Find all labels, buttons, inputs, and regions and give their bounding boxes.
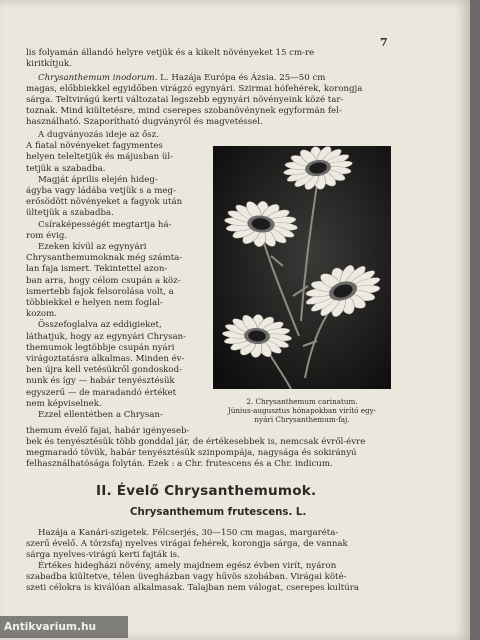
column-line: ágyba vagy ládába vetjük s a meg-	[26, 186, 176, 196]
text-line: magas, előbbiekkel egyidőben virágzó egynyári. Szirmai hófehérek, korongja	[26, 84, 363, 94]
text-line: bek és tenyésztésük több gonddal jár, de értékesebbek is, nemcsak évről-évre	[26, 437, 366, 447]
subheading: Chrysanthemum frutescens. L.	[130, 507, 307, 518]
text-line: toznak. Mind kiültetésre, mind cserepes szobanövénynek egyformán fel-	[26, 106, 342, 116]
text-line: felhasználhatósága folytán. Ezek : a Chr. frutescens és a Chr. indicum.	[26, 459, 333, 469]
column-line: virágoztatásra alkalmas. Minden év-	[26, 354, 185, 364]
column-line: ültetjük a szabadba.	[26, 208, 114, 219]
text-line: szerű évelő. A törzsfaj nyelves virágai fehérek, korongja sárga, de vannak	[26, 539, 348, 549]
text-line: szabadba kiültetve, télen üvegházban vagy hűvös szobában. Virágai köté-	[26, 572, 347, 582]
text-line: Hazája a Kanári-szigetek. Félcserjés, 30—150 cm magas, margaréta-	[38, 528, 339, 538]
column-line: egyszerű — de maradandó értéket	[26, 387, 177, 398]
column-line: nem képviselnek.	[26, 398, 102, 409]
column-line: ismertebb fajok felsorolása volt, a	[26, 286, 174, 297]
text-line: sárga nyelves-virágú kerti fajták is.	[26, 550, 180, 560]
column-line: Chrysanthemumoknak még számta-	[26, 253, 183, 264]
column-line: rom évig.	[26, 230, 68, 241]
caption-line: nyári Chrysanthemum-faj.	[254, 415, 350, 424]
text-line: Értékes hidegházi növény, amely majdnem egész évben virít, nyáron	[38, 561, 337, 571]
column-line: láthatjuk, hogy az egynyári Chrysan-	[26, 331, 187, 342]
caption-line: 2. Chrysanthemum carinatum.	[246, 397, 358, 406]
flower-photo	[213, 146, 391, 389]
text-line: használható. Szaporítható dugványról és magvetéssel.	[26, 117, 263, 127]
text-line: megmaradó tövük, habár tenyésztésük szinpompája, nagysága és sokirányú	[26, 448, 357, 458]
column-line: kozom.	[26, 309, 57, 320]
watermark-logo: Antikvarium.hu	[0, 616, 128, 638]
section-heading: II. Évelő Chrysanthemumok.	[96, 483, 317, 499]
text-line: themum évelő fajai, habár igényeseb-	[26, 426, 190, 436]
column-line: többiekkel e helyen nem foglal-	[26, 298, 163, 308]
column-line: erősödött növényeket a fagyok után	[26, 197, 183, 208]
caption-line: Június-augusztus hónapokban virító egy-	[227, 406, 377, 415]
column-line: Ezeken kívül az egynyári	[38, 242, 147, 252]
chrysanthemum-image	[213, 146, 391, 389]
column-line: tetjük a szabadba.	[26, 163, 106, 174]
photo-caption	[208, 397, 396, 424]
column-line: Magját április elején hideg-	[38, 174, 158, 185]
column-line: A fiatal növényeket fagymentes	[26, 141, 163, 152]
column-line: Ezzel ellentétben a Chrysan-	[38, 410, 163, 420]
text-line: sárga. Teltvirágú kerti változatai legszebb egynyári növényeink közé tar-	[26, 95, 344, 105]
column-line: A dugványozás ideje az ősz.	[38, 130, 159, 140]
column-line: lan faja ismert. Tekintettel azon-	[26, 264, 168, 275]
species-line: Chrysanthemum inodorum. L. Hazája Európa és Ázsia. 25—50 cm	[38, 73, 326, 83]
column-line: themumok legtöbbje csupán nyári	[26, 342, 175, 353]
column-line: ban arra, hogy célom csupán a köz-	[26, 275, 181, 286]
column-line: ben újra kell vetésükről gondoskod-	[26, 365, 183, 376]
text-line: kiritkítjuk.	[26, 59, 72, 69]
column-line: Összefoglalva az eddigieket,	[38, 320, 162, 331]
column-line: helyen teleltetjük és májusban ül-	[26, 152, 174, 163]
text-line: lis folyamán állandó helyre vetjük és a kikelt növényeket 15 cm-re	[26, 48, 315, 58]
column-line: nunk és így — habár tenyésztésük	[26, 376, 175, 387]
column-line: Csíraképességét megtartja há-	[38, 219, 172, 230]
text-line: szeti célokra is kiválóan alkalmasak. Talajban nem válogat, cserepes kultúra	[26, 583, 360, 593]
page-number: 7	[380, 36, 388, 49]
species-name: Chrysanthemum inodorum.	[38, 73, 158, 83]
